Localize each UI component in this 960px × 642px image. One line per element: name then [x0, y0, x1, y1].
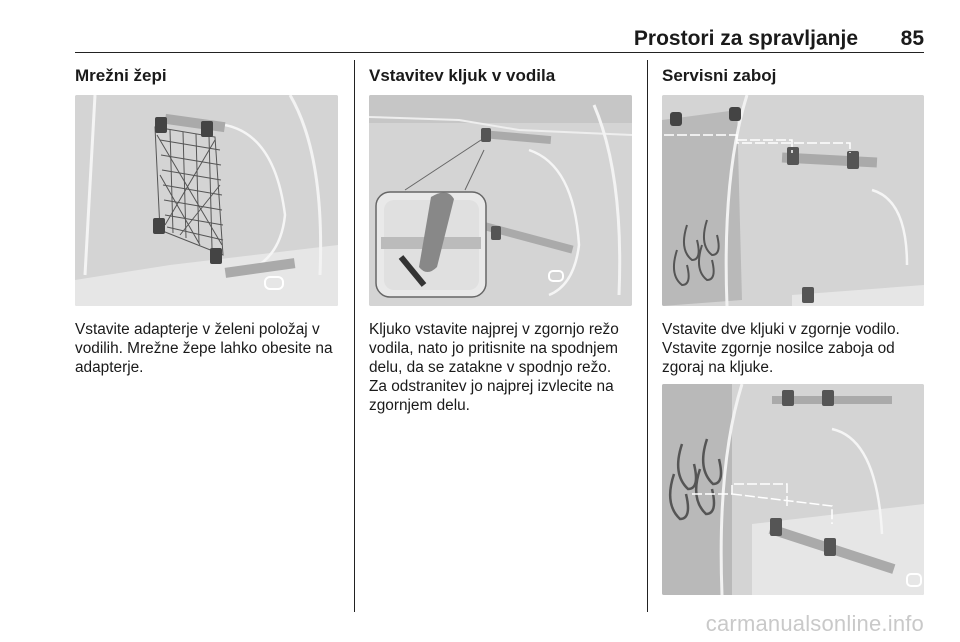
header-rule	[75, 52, 924, 53]
service-box-illustration	[662, 95, 924, 306]
watermark: carmanualsonline.info	[705, 611, 924, 636]
paragraph: Vstavite zgornje nosilce zaboja od zgoraj na kljuke.	[662, 340, 895, 376]
service-box-text	[662, 320, 924, 377]
paragraph: Vstavite dve kljuki v zgornje vodilo.	[662, 321, 900, 338]
page-header-title: Prostori za spravljanje	[633, 27, 858, 50]
column-divider-1	[354, 60, 355, 612]
column-divider-2	[647, 60, 648, 612]
hooks-text	[369, 320, 641, 415]
service-box-hooks-illustration	[662, 384, 924, 595]
section-title-hooks: Vstavitev kljuk v vodila	[369, 66, 556, 85]
cargo-net-text	[75, 320, 345, 377]
paragraph: Vstavite adapterje v želeni položaj v vodilih. Mrežne žepe lahko obesite na adapterje.	[75, 321, 333, 376]
section-title-service-box: Servisni zaboj	[662, 66, 777, 85]
hook-rail-illustration	[369, 95, 632, 306]
paragraph: Za odstranitev jo najprej izvlecite na zgornjem delu.	[369, 378, 614, 414]
paragraph: Kljuko vstavite najprej v zgornjo režo vodila, nato jo pritisnite na spodnjem delu, da se zatakne v spodnjo režo.	[369, 321, 619, 376]
cargo-net-illustration	[75, 95, 338, 306]
section-title-cargo-net: Mrežni žepi	[75, 66, 167, 85]
page-number: 85	[900, 27, 924, 50]
